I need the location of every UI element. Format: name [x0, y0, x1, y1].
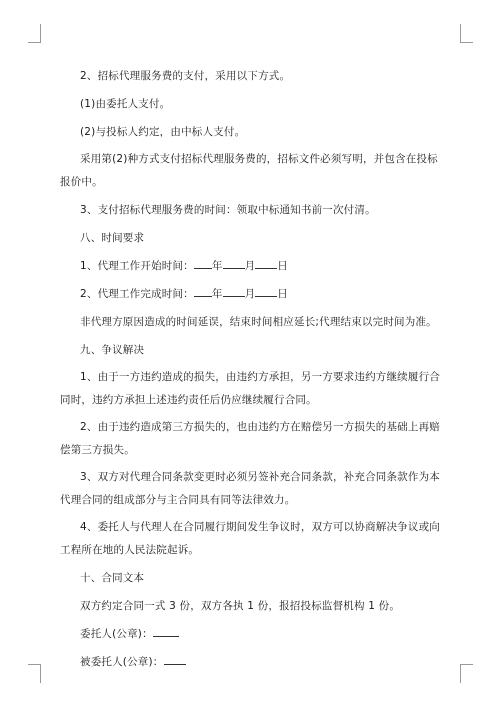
paragraph-option-1: (1)由委托人支付。 [80, 98, 171, 110]
paragraph-end-time [60, 282, 440, 306]
paragraph-start-time [60, 254, 440, 278]
start-month-blank [223, 256, 245, 269]
paragraph-dispute-4: 4、委托人与代理人在合同履行期间发生争议时，双方可以协商解决争议或向工程所在地的人民法院起诉。 [60, 521, 440, 556]
start-day-blank [255, 256, 277, 269]
section-heading-contract-text: 十、合同文本 [80, 572, 145, 584]
paragraph-dispute-2: 2、由于违约造成第三方损失的，也由违约方在赔偿另一方损失的基础上再赔偿第三方损失。 [60, 421, 440, 456]
paragraph-principal-seal [60, 622, 440, 646]
paragraph-dispute-1: 1、由于一方违约造成的损失，由违约方承担，另一方要求违约方继续履行合同时，违约方承担上述违约责任后仍应继续履行合同。 [60, 371, 440, 406]
document-body [60, 64, 440, 678]
crop-mark-bottom-right [460, 664, 473, 683]
principal-seal-blank [153, 624, 179, 637]
paragraph-option-2: (2)与投标人约定，由中标人支付。 [80, 126, 246, 138]
paragraph-fee-payment: 2、招标代理服务费的支付，采用以下方式。 [80, 70, 291, 82]
principal-seal-label: 委托人(公章)： [80, 628, 153, 640]
crop-mark-bottom-left [28, 664, 41, 683]
paragraph-copies: 双方约定合同一式 3 份，双方各执 1 份，报招投标监督机构 1 份。 [80, 600, 401, 612]
paragraph-dispute-3: 3、双方对代理合同条款变更时必须另签补充合同条款，补充合同条款作为本代理合同的组成部分与主合同具有同等法律效力。 [60, 471, 440, 506]
end-day-unit: 日 [277, 288, 288, 300]
paragraph-option-2-note: 采用第(2)种方式支付招标代理服务费的，招标文件必须写明，并包含在投标报价中。 [60, 153, 438, 188]
agent-seal-blank [164, 652, 186, 665]
start-time-label: 1、代理工作开始时间： [80, 260, 194, 272]
end-year-blank [194, 284, 212, 297]
end-year-unit: 年 [211, 288, 223, 300]
paragraph-payment-time: 3、支付招标代理服务费的时间：领取中标通知书前一次付清。 [80, 204, 376, 216]
crop-mark-top-left [28, 24, 41, 43]
paragraph-delay-note: 非代理方原因造成的时间延误，结束时间相应延长;代理结束以完时间为准。 [80, 316, 437, 328]
end-month-unit: 月 [244, 288, 256, 300]
start-year-blank [194, 256, 212, 269]
start-day-unit: 日 [277, 260, 288, 272]
start-month-unit: 月 [244, 260, 256, 272]
start-year-unit: 年 [211, 260, 223, 272]
end-time-label: 2、代理工作完成时间： [80, 288, 194, 300]
agent-seal-label: 被委托人(公章)： [80, 656, 164, 668]
end-month-blank [223, 284, 245, 297]
section-heading-time: 八、时间要求 [80, 232, 145, 244]
paragraph-agent-seal [60, 650, 440, 674]
crop-mark-top-right [460, 24, 473, 43]
end-day-blank [255, 284, 277, 297]
section-heading-dispute: 九、争议解决 [80, 344, 145, 356]
